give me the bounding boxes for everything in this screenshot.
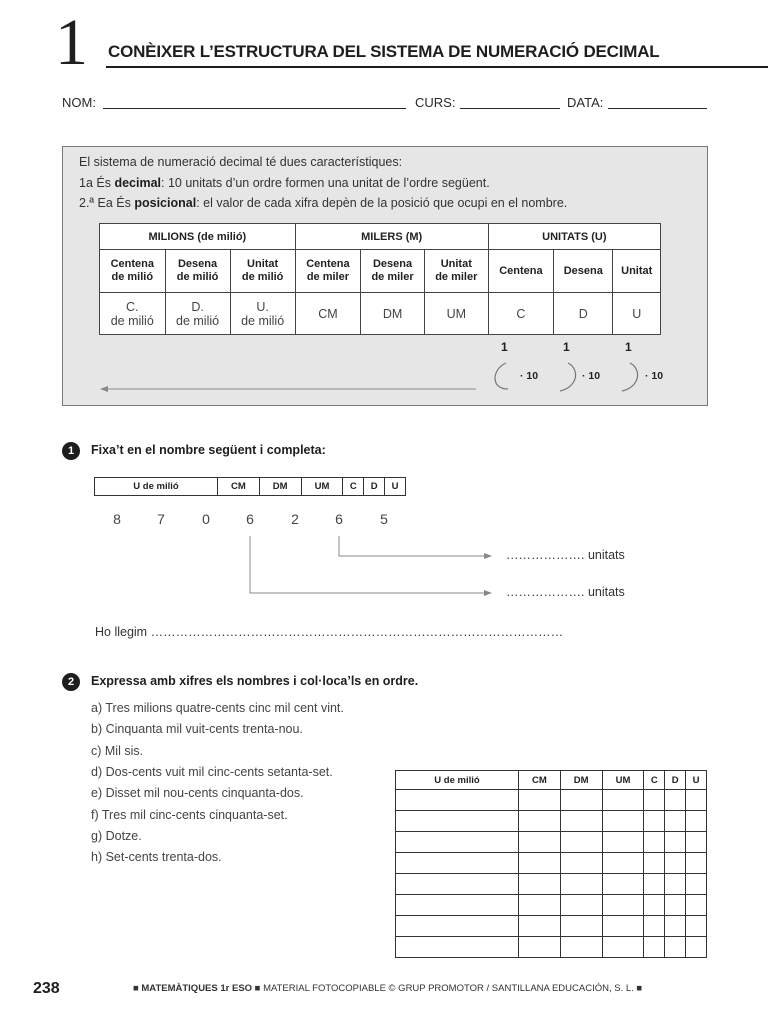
info-line-decimal-bold: decimal <box>114 176 161 190</box>
column-header: D <box>665 771 686 790</box>
grid-cell[interactable] <box>518 874 560 895</box>
subheader-cell <box>100 250 166 293</box>
curved-arrow-icon <box>622 363 638 391</box>
grid-cell[interactable] <box>396 895 519 916</box>
number-digit: 6 <box>335 511 343 527</box>
abbreviation-cell <box>165 293 230 335</box>
question-1-header-table <box>94 477 406 496</box>
subheader-line1: Unitat <box>247 258 279 270</box>
question-1-number: 1 <box>62 442 80 460</box>
grid-row <box>396 790 707 811</box>
grid-cell[interactable] <box>396 874 519 895</box>
name-field[interactable] <box>103 108 406 109</box>
grid-cell[interactable] <box>665 916 686 937</box>
subheader-line1: Unitat <box>621 264 653 277</box>
grid-cell[interactable] <box>644 832 665 853</box>
left-arrowhead-icon <box>100 386 108 392</box>
info-intro: El sistema de numeració decimal té dues característiques: <box>79 155 403 169</box>
grid-row <box>396 874 707 895</box>
number-digit: 5 <box>380 511 388 527</box>
subheader-line2: de miler <box>306 271 350 283</box>
grid-cell[interactable] <box>518 916 560 937</box>
subheader-line1: Desena <box>563 264 603 277</box>
chapter-number: 1 <box>55 6 88 79</box>
grid-cell[interactable] <box>644 895 665 916</box>
info-line-positional <box>79 196 567 210</box>
multiplier-one: 1 <box>563 340 570 354</box>
pointer-line-thousands <box>250 536 488 593</box>
question-1-prompt: Fixa’t en el nombre següent i completa: <box>91 443 326 457</box>
subheader-cell <box>165 250 230 293</box>
subheader-cell <box>230 250 295 293</box>
abbreviation-cell <box>230 293 295 335</box>
name-label: NOM: <box>62 95 96 110</box>
column-header: D <box>364 478 385 496</box>
grid-cell[interactable] <box>602 916 644 937</box>
abbr-line1: D. <box>191 299 204 314</box>
subheader-line2: de miler <box>371 271 414 283</box>
list-item: g) Dotze. <box>91 829 142 843</box>
answer-grid-body <box>396 790 707 958</box>
column-header: U <box>385 478 406 496</box>
list-item: e) Disset mil nou-cents cinquanta-dos. <box>91 786 304 800</box>
subheader-line2: de milió <box>241 271 284 283</box>
multiplier-label: · 10 <box>645 370 664 382</box>
column-header: UM <box>602 771 644 790</box>
curved-arrow-icon <box>560 363 576 391</box>
course-field[interactable] <box>460 108 560 109</box>
subheader-line1: Desena <box>372 258 413 270</box>
grid-cell[interactable] <box>518 832 560 853</box>
grid-cell[interactable] <box>602 895 644 916</box>
grid-cell[interactable] <box>560 832 602 853</box>
grid-cell[interactable] <box>560 916 602 937</box>
date-label: DATA: <box>567 95 604 110</box>
grid-cell[interactable] <box>686 853 707 874</box>
abbreviation-cell: DM <box>361 293 425 335</box>
grid-cell[interactable] <box>665 832 686 853</box>
grid-row <box>396 811 707 832</box>
grid-cell[interactable] <box>396 916 519 937</box>
grid-cell[interactable] <box>644 811 665 832</box>
abbreviation-cell: CM <box>295 293 361 335</box>
info-line-decimal-prefix: 1a És <box>79 176 115 190</box>
grid-cell[interactable] <box>396 853 519 874</box>
column-header: U <box>686 771 707 790</box>
answer-grid <box>395 770 707 958</box>
grid-cell[interactable] <box>396 811 519 832</box>
grid-cell[interactable] <box>396 937 519 958</box>
footer-credit-text: MATERIAL FOTOCOPIABLE © GRUP PROMOTOR / SANTILLANA EDUCACIÓN, S. L. ■ <box>260 983 643 994</box>
list-item: c) Mil sis. <box>91 744 144 758</box>
grid-cell[interactable] <box>396 790 519 811</box>
subheader-line1: Centena <box>306 258 350 270</box>
grid-cell[interactable] <box>665 874 686 895</box>
grid-row <box>396 916 707 937</box>
subheader-cell <box>424 250 488 293</box>
arrowhead-icon <box>484 553 492 559</box>
list-item: f) Tres mil cinc-cents cinquanta-set. <box>91 808 288 822</box>
subheader-cell <box>613 250 661 293</box>
abbreviation-cell: C <box>488 293 554 335</box>
number-digit: 7 <box>157 511 165 527</box>
grid-cell[interactable] <box>518 937 560 958</box>
grid-row <box>396 895 707 916</box>
subheader-line1: Unitat <box>440 258 472 270</box>
column-header: C <box>343 478 364 496</box>
group-header: MILIONS (de milió) <box>100 224 296 250</box>
question-2-prompt: Expressa amb xifres els nombres i col·loca’ls en ordre. <box>91 674 419 688</box>
grid-cell[interactable] <box>665 937 686 958</box>
column-header: UM <box>301 478 343 496</box>
grid-cell[interactable] <box>396 832 519 853</box>
abbreviation-cell <box>100 293 166 335</box>
date-field[interactable] <box>608 108 707 109</box>
subheader-cell <box>295 250 361 293</box>
page-title: CONÈIXER L’ESTRUCTURA DEL SISTEMA DE NUMERACIÓ DECIMAL <box>108 42 660 61</box>
group-header: MILERS (M) <box>295 224 488 250</box>
column-header: DM <box>560 771 602 790</box>
info-line-positional-suffix: : el valor de cada xifra depèn de la posició que ocupi en el nombre. <box>196 196 568 210</box>
abbr-line2: de milió <box>176 313 220 328</box>
grid-row <box>396 832 707 853</box>
column-header: U de milió <box>396 771 519 790</box>
grid-cell[interactable] <box>560 874 602 895</box>
column-header: DM <box>259 478 301 496</box>
grid-cell[interactable] <box>665 853 686 874</box>
list-item: d) Dos-cents vuit mil cinc-cents setanta-set. <box>91 765 333 779</box>
grid-cell[interactable] <box>602 874 644 895</box>
grid-cell[interactable] <box>665 811 686 832</box>
abbr-line1: U. <box>256 299 269 314</box>
grid-cell[interactable] <box>518 811 560 832</box>
abbr-line2: de milió <box>110 313 154 328</box>
multiplier-label: · 10 <box>582 370 601 382</box>
grid-cell[interactable] <box>518 790 560 811</box>
subheader-line1: Centena <box>499 264 543 277</box>
multiplier-one: 1 <box>501 340 508 354</box>
info-line-decimal-suffix: : 10 unitats d’un ordre formen una unitat de l’ordre següent. <box>161 176 490 190</box>
list-item: a) Tres milions quatre-cents cinc mil cent vint. <box>91 701 344 715</box>
footer-book: ■ MATEMÀTIQUES 1r ESO ■ <box>133 983 261 994</box>
grid-cell[interactable] <box>560 811 602 832</box>
grid-cell[interactable] <box>560 790 602 811</box>
grid-cell[interactable] <box>686 790 707 811</box>
footer-credit <box>133 983 642 994</box>
question-2-number: 2 <box>62 673 80 691</box>
abbreviation-cell: UM <box>424 293 488 335</box>
grid-cell[interactable] <box>518 853 560 874</box>
grid-cell[interactable] <box>644 937 665 958</box>
grid-cell[interactable] <box>644 790 665 811</box>
arrowhead-icon <box>484 590 492 596</box>
list-item: b) Cinquanta mil vuit-cents trenta-nou. <box>91 722 303 736</box>
multiplier-label: · 10 <box>520 370 539 382</box>
grid-cell[interactable] <box>686 937 707 958</box>
subheader-line1: Centena <box>110 258 154 270</box>
number-digit: 0 <box>202 511 210 527</box>
number-digit: 6 <box>246 511 254 527</box>
subheader-line2: de milió <box>111 271 154 283</box>
grid-cell[interactable] <box>644 853 665 874</box>
subheader-line2: de milió <box>176 271 219 283</box>
multiplier-one: 1 <box>625 340 632 354</box>
grid-cell[interactable] <box>518 895 560 916</box>
grid-cell[interactable] <box>686 832 707 853</box>
grid-cell[interactable] <box>560 853 602 874</box>
subheader-cell <box>554 250 613 293</box>
column-header: CM <box>518 771 560 790</box>
column-header: CM <box>217 478 259 496</box>
subheader-line1: Desena <box>177 258 218 270</box>
grid-cell[interactable] <box>686 895 707 916</box>
grid-row <box>396 853 707 874</box>
subheader-cell <box>361 250 425 293</box>
grid-cell[interactable] <box>665 895 686 916</box>
pointer-line-tens <box>339 536 488 556</box>
digit-pointer-lines <box>240 530 500 600</box>
grid-cell[interactable] <box>560 937 602 958</box>
grid-cell[interactable] <box>665 790 686 811</box>
subheader-cell <box>488 250 554 293</box>
curved-arrow-icon <box>495 363 508 389</box>
number-digit: 8 <box>113 511 121 527</box>
subheader-line2: de miler <box>435 271 478 283</box>
answer-line-2[interactable]: ………………. unitats <box>506 585 625 599</box>
grid-cell[interactable] <box>686 811 707 832</box>
abbreviation-cell: U <box>613 293 661 335</box>
info-line-positional-bold: posicional <box>134 196 197 210</box>
abbr-line1: C. <box>126 299 139 314</box>
page-number: 238 <box>33 980 60 997</box>
grid-row <box>396 937 707 958</box>
place-value-table <box>99 223 661 335</box>
list-item: h) Set-cents trenta-dos. <box>91 850 222 864</box>
grid-cell[interactable] <box>602 937 644 958</box>
grid-cell[interactable] <box>644 916 665 937</box>
grid-cell[interactable] <box>602 790 644 811</box>
grid-cell[interactable] <box>602 811 644 832</box>
number-digit: 2 <box>291 511 299 527</box>
abbr-line2: de milió <box>241 313 285 328</box>
answer-line-1[interactable]: ………………. unitats <box>506 548 625 562</box>
grid-cell[interactable] <box>560 895 602 916</box>
title-rule <box>106 66 768 68</box>
grid-cell[interactable] <box>602 832 644 853</box>
reading-line[interactable]: Ho llegim ……………………………………………………………………………………… <box>95 625 564 639</box>
column-header: U de milió <box>95 478 218 496</box>
group-header: UNITATS (U) <box>488 224 660 250</box>
grid-cell[interactable] <box>686 874 707 895</box>
column-header: C <box>644 771 665 790</box>
grid-cell[interactable] <box>602 853 644 874</box>
info-line-positional-prefix: 2.ª Ea És <box>79 196 135 210</box>
grid-cell[interactable] <box>686 916 707 937</box>
course-label: CURS: <box>415 95 456 110</box>
grid-cell[interactable] <box>644 874 665 895</box>
abbreviation-cell: D <box>554 293 613 335</box>
info-line-decimal <box>79 176 490 190</box>
